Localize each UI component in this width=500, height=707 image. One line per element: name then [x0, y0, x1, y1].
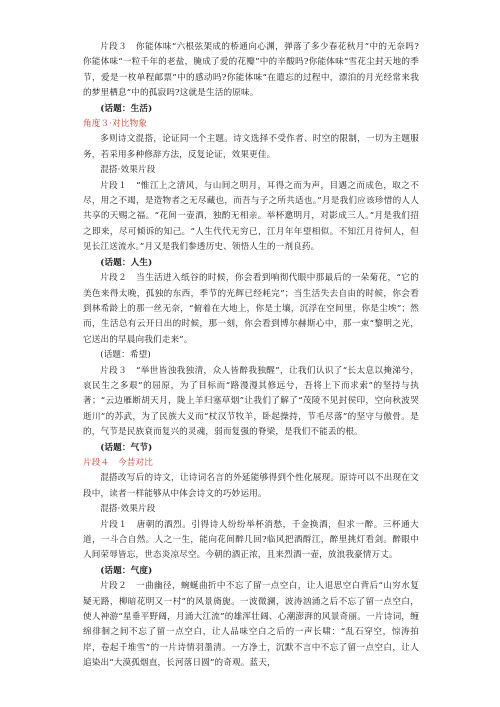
- topic-tag-hope: (话题：希望): [100, 350, 151, 361]
- paragraph-fragment-2-blank-space: 片段２ 一曲幽径，蜿蜒曲折中不忘了留一点空白，让人退思空白背后“山穷水复疑无路，柳暗花明又一村”的风景旖旎。一波微澜，波涛汹涌之后不忘了留一点空白，使人神游“星垂平野阔，月涌大江流”的雄浑壮阔、心潮澎湃的风景奇丽。一片诗词，缠绵徘徊之间不忘了留一点空白，让人品味空白之后的一声长啸：“乱石穿空，惊涛拍岸，卷起千堆雪”的一片诗情羽墨清。一方净土，沉默不言中不忘了留一点空白，让人追染出“大漠孤烟直，长河落日圆”的奇观。蓝天，: [83, 581, 419, 669]
- subheading-mix-effect: 混搭·效果片段: [100, 165, 156, 176]
- section-heading-fragment-4: 片段４ 今昔对比: [83, 457, 153, 468]
- paragraph-angle-3-intro: 多则诗文混搭，论证同一个主题。诗文选择不受作者、时空的限制，一切为主题服务，若采用多种修辞方法，反复论证，效果更佳。: [83, 134, 419, 160]
- paragraph-fragment-3-integrity: 片段３ “举世皆浊我独清，众人皆醉我独醒”，让我们认识了“长太息以掩涕兮，哀民生之多艰”的屈原，为了目标而“路漫漫其修远兮，吾将上下而求索”的坚持与执著；“云边雁断胡天月，陇上羊归塞草烟”让我们了解了“茂陵不见封侯印，空向秋波哭逝川”的苏武，为了民族大义而“杖汉节牧羊，卧起操持，节毛尽落”的坚守与傲骨。是的，气节是民族衰而复兴的灵魂，弱而复强的脊梁，是我们不能丢的根。: [83, 365, 419, 438]
- topic-tag-magnanimity: (话题：气度): [100, 565, 153, 576]
- topic-tag-integrity: (话题：气节): [100, 442, 153, 453]
- paragraph-fragment-1-wine: 片段１ 唐朝的酒烈。引得诗人纷纷举杯消愁，千金换酒，但求一醉。三杯通大道，一斗合自然。人之一生，能向花间醉几回?临风把酒酹江，醉里挑灯看剑。醉眼中人间荣辱皆忘，世态炎凉尽空。今朝的酒正浓，且来烈酒一壶，放浪我豪情万丈。: [83, 519, 419, 561]
- subheading-mix-effect-2: 混搭·效果片段: [100, 504, 156, 515]
- paragraph-fragment-4-intro: 混搭改写后的诗文，让诗词名言的外延能够得到个性化展现。原诗可以不出现在文段中，读者一样能够从中体会诗文的巧妙运用。: [83, 473, 419, 499]
- paragraph-fragment-2-hope: 片段２ 当生活进入纸谷的时候，你会看到响彻代眼中那最后的一朵菊花，“它的美色来得太晚，孤独的东西，季节的光辉已经耗完”；当生活失去自由的时候，你会看到林希龄上的那一丝无奈，“俯着在大地上，你是土壤，沉浮在空间里，你是尘埃”；然而，生活总有云开日出的时候，那一刻，你会看到博尔赫斯心中，那一束“黎明之光，它送出的早晨向我们走来”。: [83, 273, 419, 345]
- topic-tag-life: (话题：生活): [100, 103, 153, 114]
- document-page: [83, 40, 419, 672]
- section-heading-angle-3: 角度３·对比物象: [83, 119, 148, 130]
- paragraph-fragment-1-moon: 片段１ “惟江上之清风，与山间之明月，耳得之而为声，目遇之而成色，取之不尽，用之不竭，是造物者之无尽藏也，而吾与子之所共适也。”月是我们应该珍惜的人人共享的天赐之福。“花间一壶酒，独酌无相亲。举杯邀明月，对影成三人。”月是我们招之即来，尽可倾诉的知己。“人生代代无穷已，江月年年望相似。不知江月待何人，但见长江送流水。”月又是我们参透历史、领悟人生的一剂良药。: [83, 180, 419, 253]
- topic-tag-life-2: (话题：人生): [100, 257, 153, 268]
- paragraph-fragment-3-life: 片段３ 你能体味“六根弦架成的桥通向心渊，弹落了多少春花秋月”中的无奈吗?你能体味“一粒千年的老盐，腌成了爱的花瓣”中的辛酸吗?你能体味“雪花尘封天地的季节，爱是一枚单程邮票”中的感动吗?你能体味“在遣忘的过程中，漂泊的月光经常来我的梦里栖息”中的孤寂吗?这就是生活的原味。: [83, 42, 419, 99]
